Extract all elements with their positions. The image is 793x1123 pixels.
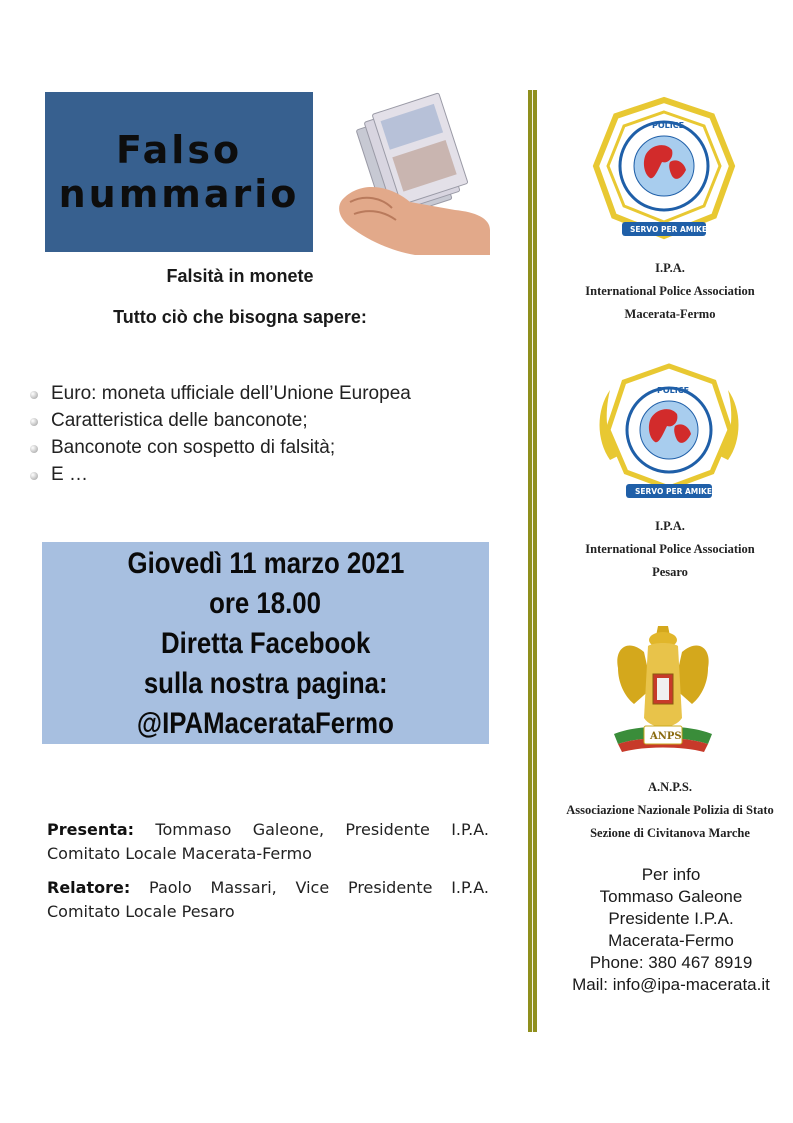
subtitle-tutto: Tutto ciò che bisogna sapere: xyxy=(113,307,367,327)
org-name: Associazione Nazionale Polizia di Stato xyxy=(566,803,774,817)
event-banner xyxy=(42,542,489,744)
list-item: Banconote con sospetto di falsità; xyxy=(30,434,411,461)
title-line-1: Falso xyxy=(115,128,243,172)
bullet-icon xyxy=(30,472,38,480)
org-acronym: I.P.A. xyxy=(655,519,685,533)
svg-text:POLICE: POLICE xyxy=(657,386,690,395)
speaker-text: Paolo Massari, Vice Presidente I.P.A. Comitato Locale Pesaro xyxy=(47,878,490,921)
info-name: Tommaso Galeone xyxy=(599,887,743,906)
contact-info xyxy=(555,864,787,996)
org-branch: Pesaro xyxy=(652,565,688,579)
event-time: ore 18.00 xyxy=(209,587,322,620)
speaker-credit xyxy=(47,876,489,924)
event-page-label: sulla nostra pagina: xyxy=(143,667,388,700)
subtitle-falsita: Falsità in monete xyxy=(166,266,314,286)
info-role: Presidente I.P.A. xyxy=(608,909,734,928)
org-branch: Macerata-Fermo xyxy=(624,307,716,321)
org-anps xyxy=(545,776,793,845)
bullet-icon xyxy=(30,391,38,399)
bullet-icon xyxy=(30,445,38,453)
list-item: E … xyxy=(30,461,411,488)
info-phone: Phone: 380 467 8919 xyxy=(589,953,753,972)
presenter-text: Tommaso Galeone, Presidente I.P.A. Comitato Locale Macerata-Fermo xyxy=(47,820,489,863)
org-acronym: I.P.A. xyxy=(655,261,685,275)
ipa-logo-icon xyxy=(582,96,747,246)
bullet-icon xyxy=(30,418,38,426)
money-hand-icon xyxy=(330,90,490,255)
anps-eagle-icon xyxy=(608,618,718,768)
event-platform: Diretta Facebook xyxy=(160,627,371,660)
org-branch: Sezione di Civitanova Marche xyxy=(590,826,750,840)
org-name: International Police Association xyxy=(585,284,755,298)
event-page-handle: @IPAMacerataFermo xyxy=(137,707,394,740)
title-banner xyxy=(45,92,313,252)
org-acronym: A.N.P.S. xyxy=(648,780,692,794)
topic-list xyxy=(30,380,411,488)
speaker-label: Relatore: xyxy=(47,878,131,897)
presenter-label: Presenta: xyxy=(47,820,135,839)
org-name: International Police Association xyxy=(585,542,755,556)
column-divider xyxy=(528,90,537,1032)
event-date: Giovedì 11 marzo 2021 xyxy=(127,547,404,580)
org-ipa-macerata xyxy=(545,257,793,326)
svg-text:SERVO PER AMIKECO: SERVO PER AMIKECO xyxy=(630,225,719,234)
list-item: Caratteristica delle banconote; xyxy=(30,407,411,434)
info-branch: Macerata-Fermo xyxy=(608,931,734,950)
svg-text:POLICE: POLICE xyxy=(652,121,685,130)
info-heading: Per info xyxy=(641,865,701,884)
ipa-logo-icon xyxy=(588,360,750,508)
title-line-2: nummario xyxy=(58,172,300,216)
org-ipa-pesaro xyxy=(545,515,793,584)
svg-text:SERVO PER AMIKECO: SERVO PER AMIKECO xyxy=(635,487,724,496)
svg-text:ANPS: ANPS xyxy=(650,731,682,742)
info-mail: Mail: info@ipa-macerata.it xyxy=(572,975,770,994)
presenter-credit xyxy=(47,818,489,866)
list-item: Euro: moneta ufficiale dell’Unione Europea xyxy=(30,380,411,407)
